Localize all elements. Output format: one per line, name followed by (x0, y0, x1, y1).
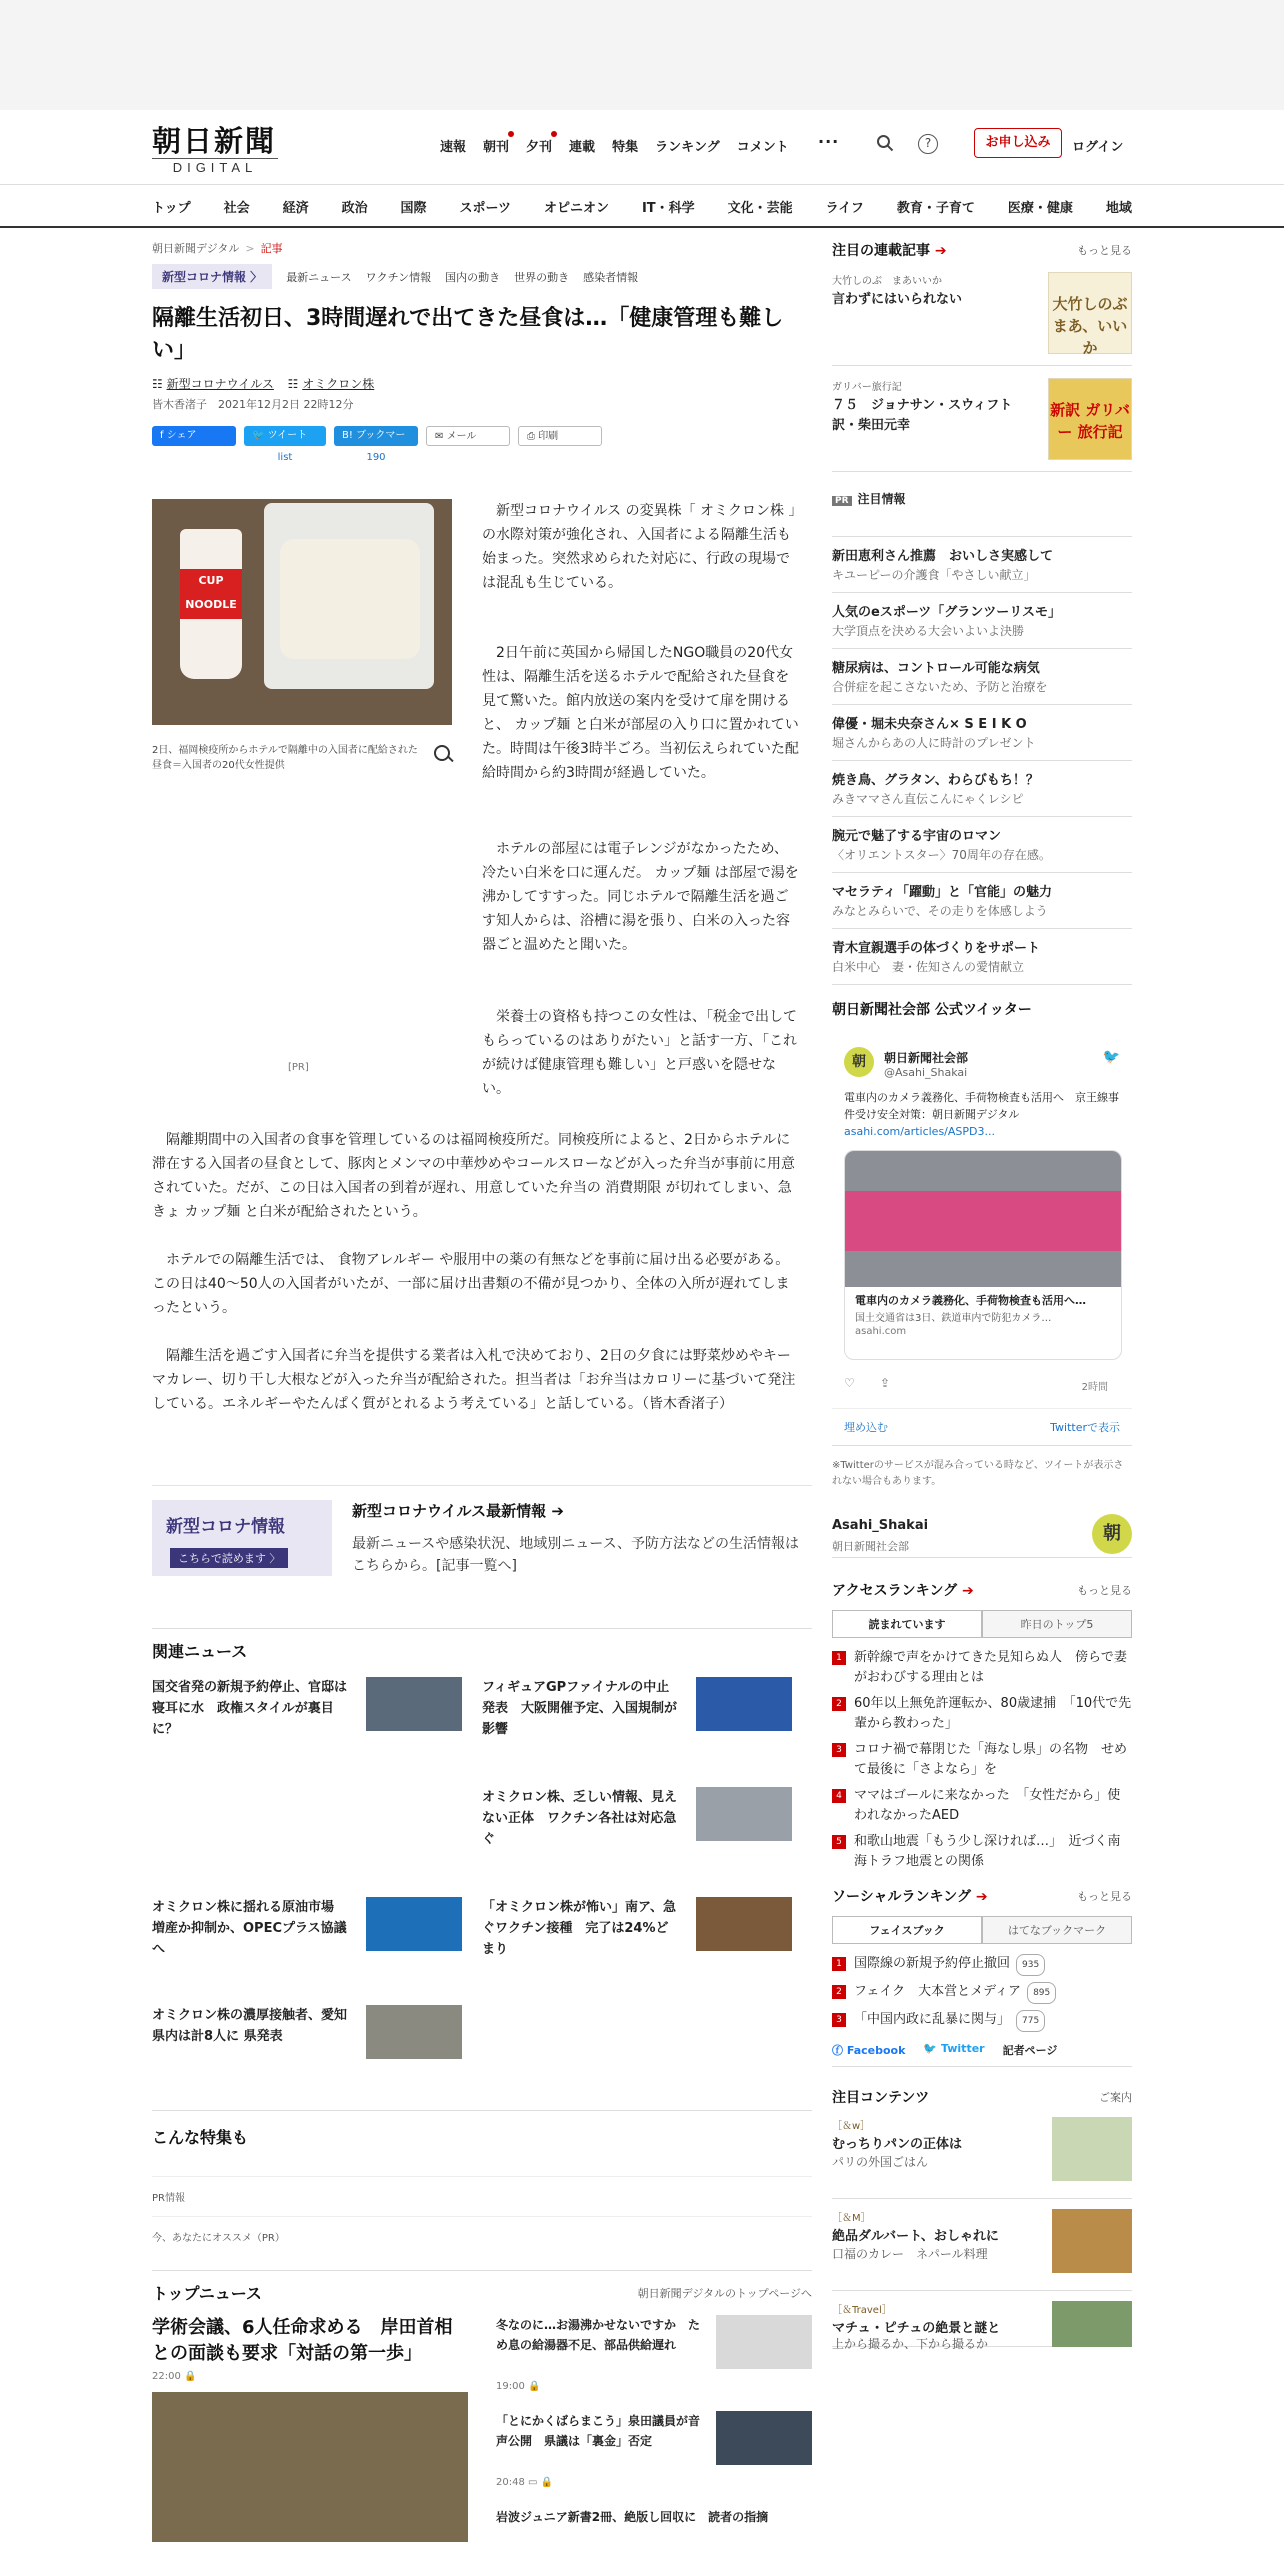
subnav-item[interactable]: 世界の動き (514, 270, 570, 284)
category-item[interactable]: 社会 (223, 201, 250, 216)
featured-thumbnail (1052, 2117, 1132, 2181)
tweet-text: 電車内のカメラ義務化、手荷物検査も活用へ 京王線事件受け安全対策：朝日新聞デジタル asahi.com/articles/ASPD3... (844, 1091, 1119, 1138)
ranking-item[interactable]: 2 60年以上無免許運転か、80歳逮捕 「10代で先輩から教わった」 (832, 1694, 1132, 1734)
facebook-link[interactable]: ⓕ Facebook (832, 2044, 906, 2057)
share-icon[interactable]: ⇪ (880, 1376, 891, 1390)
category-item[interactable]: ライフ (825, 201, 864, 216)
pr-item[interactable]: 青木宣親選手の体づくりをサポート 白米中心 妻・佐知さんの愛情献立 (832, 929, 1132, 985)
arrow-right-icon: ➔ (962, 1583, 974, 1599)
comment-icon: ▭ (528, 2477, 538, 2488)
ranking-item[interactable]: 3 コロナ禍で幕閉じた「海なし県」の名物 せめて最後に「さよなら」を (832, 1740, 1132, 1780)
mail-share-button[interactable]: ✉ メール (426, 426, 510, 446)
facebook-icon: f (160, 430, 167, 441)
category-item[interactable]: オピニオン (543, 201, 609, 216)
social-ranking-list (832, 1954, 1132, 2032)
top-page-link[interactable]: 朝日新聞デジタルのトップページへ (637, 2287, 812, 2300)
nav-morning[interactable]: 朝刊 (483, 136, 509, 155)
hatena-bookmark-button[interactable]: B! ブックマーク 190 (334, 426, 418, 446)
article-paragraph: ホテルの部屋には電子レンジがなかったため、冷たい白米を口に運んだ。 カップ麺 は部屋で湯を沸かしてすすった。同じホテルで隔離生活を過ごす知人からは、浴槽に湯を張り、白米の入った容器ごと温めたと聞いた。 (482, 841, 799, 953)
search-icon[interactable] (876, 134, 894, 152)
topic-tag[interactable]: オミクロン株 (302, 377, 375, 391)
guide-link[interactable]: ご案内 (1099, 2091, 1132, 2104)
subnav-item[interactable]: 最新ニュース (286, 270, 352, 284)
twitter-widget-footer (832, 1408, 1132, 1445)
arrow-right-icon: ➔ (934, 243, 947, 259)
covid-banner-image[interactable]: 新型コロナ情報 こちらで読めます 〉 (152, 1500, 332, 1576)
featured-contents: 注目コンテンツ ご案内 ［＆w］ むっちりパンの正体は パリの外国ごはん ［＆M］ 絶品ダルバート、おしゃれに 口福のカレー ネパール料理 ［＆Travel］ マチュ・ピチュの絶景と謎と 上から撮るか、下から撮るか (832, 2090, 1132, 2351)
covid-banner (152, 1485, 812, 1574)
article-paragraph: 2日午前に英国から帰国したNGO職員の20代女性は、隔離生活を送るホテルで配給された昼食を見て驚いた。館内放送の案内を受けて扉を開けると、 カップ麺 と白米が部屋の入り口に置かれていた。時間は午後3時半ごろ。当初伝えられていた配給時間から約3時間が経過していた。 (482, 645, 799, 781)
timestamp: 20:48 ▭ 🔒 (496, 2477, 554, 2488)
more-link[interactable]: もっと見る (1077, 1584, 1132, 1597)
ranking-item[interactable]: 1 新幹線で声をかけてきた見知らぬ人 傍らで妻がおわびする理由とは (832, 1648, 1132, 1688)
featured-item[interactable]: ［＆Travel］ マチュ・ピチュの絶景と謎と 上から撮るか、下から撮るか (832, 2291, 1132, 2347)
related-news-item[interactable]: 「オミクロン株が怖い」南ア、急ぐワクチン接種 完了は24%どまり (482, 1897, 802, 1967)
hatena-icon: B! (342, 430, 357, 441)
category-item[interactable]: 医療・健康 (1007, 201, 1073, 216)
top-news-item[interactable]: 「とにかくばらまこう」泉田議員が音声公開 県議は「裏金」否定 20:48 ▭ 🔒 (496, 2411, 812, 2497)
pr-item[interactable]: 焼き鳥、グラタン、わらびもち！？ みきママさん直伝こんにゃくレシピ (832, 761, 1132, 817)
twitter-bird-icon: 🐦 (1102, 1049, 1120, 1065)
lock-icon: 🔒 (540, 2477, 554, 2488)
arrow-right-icon: ➔ (975, 1889, 988, 1905)
news-thumbnail (696, 1677, 792, 1731)
pr-section-title: PR 注目情報 (832, 490, 1132, 507)
pr-item[interactable]: 偉優・堀未央奈さん× S E I K O 堀さんからあの人に時計のプレゼント (832, 705, 1132, 761)
timestamp: 19:00 🔒 (496, 2381, 541, 2392)
ad-space (0, 0, 1284, 110)
recommend-row: 今、あなたにオススメ（PR） (152, 2216, 812, 2256)
serial-item[interactable]: 大竹しのぶ まあいいか 言わずにはいられない 大竹しのぶ まあ、いいか (832, 260, 1132, 366)
breadcrumb-current[interactable]: 記事 (260, 242, 283, 255)
news-thumbnail (366, 2005, 462, 2059)
category-item[interactable]: 教育・子育て (896, 201, 975, 216)
topic-tag[interactable]: 新型コロナウイルス (166, 377, 274, 391)
share-buttons (152, 426, 812, 463)
twitter-note: ※Twitterのサービスが混み合っている時など、ツイートが表示されない場合もあります。 (832, 1460, 1124, 1487)
article-paragraph: 隔離生活を過ごす入国者に弁当を提供する業者は入札で決めており、2日の夕食には野菜炒めやキーマカレー、切り干し大根などが入った弁当が配給された。担当者は「お弁当はカロリーに基づいて発注している。エネルギーやたんぱく質がとれるよう考えている」と話している。（皆木香渚子） (152, 1348, 796, 1412)
serial-thumbnail: 新訳 ガリバー 旅行記 (1048, 378, 1132, 460)
nav-evening[interactable]: 夕刊 (526, 136, 552, 155)
article-title: 隔離生活初日、3時間遅れで出てきた昼食は…「健康管理も難しい」 (152, 306, 784, 363)
nav-serial[interactable]: 連載 (569, 140, 596, 155)
twitter-section-title: 朝日新聞社会部 公式ツイッター (832, 1002, 1032, 1018)
breadcrumb-home[interactable]: 朝日新聞デジタル (152, 242, 240, 255)
news-thumbnail (152, 2392, 468, 2542)
header-nav (440, 136, 806, 155)
new-dot (551, 131, 557, 137)
tweet-link-card[interactable]: 電車内のカメラ義務化、手荷物検査も活用へ… 国土交通省は3日、鉄道車内で防犯カメラ… asahi.com (844, 1150, 1122, 1360)
related-news-title: 関連ニュース (152, 1642, 248, 1661)
pr-divider (832, 507, 1132, 537)
article-photo-block (152, 499, 452, 773)
access-ranking: アクセスランキング ➔ もっと見る 読まれています 昨日のトップ5 1 新幹線で声をかけてきた見知らぬ人 傍らで妻がおわびする理由とは 2 60年以上無免許運転か、80歳逮捕 「10代で先輩から教わった」 3 コロナ禍で幕閉じた「海なし県」の名物 せめて最後に「さよなら」を 4 ママはゴールに来なかった 「女性だから」使われなかったAED 5 和歌山地震「もう少し深ければ…」 近づく南海トラフ地震との関係 (832, 1580, 1132, 1872)
avatar[interactable]: 朝 (844, 1047, 874, 1077)
avatar: 朝 (1092, 1514, 1132, 1554)
article-photo[interactable] (152, 499, 452, 725)
related-news-item[interactable]: フィギュアGPファイナルの中止発表 大阪開催予定、入国規制が影響 (482, 1677, 802, 1747)
site-header (0, 110, 1284, 184)
special-features (152, 2110, 812, 2256)
covid-info-tag[interactable]: 新型コロナ情報 〉 (152, 264, 272, 289)
help-icon[interactable]: ? (918, 134, 938, 154)
ranking-item[interactable]: 2 フェイク 大本営とメディア 895 (832, 1982, 1132, 2004)
pr-item[interactable]: 腕元で魅了する宇宙のロマン 〈オリエントスター〉70周年の存在感。 (832, 817, 1132, 873)
category-item[interactable]: スポーツ (459, 201, 512, 216)
news-thumbnail (716, 2411, 812, 2465)
facebook-share-button[interactable]: f シェア (152, 426, 236, 446)
embed-link[interactable]: 埋め込む (844, 1421, 888, 1434)
zoom-icon[interactable] (434, 745, 450, 761)
nav-feature[interactable]: 特集 (612, 140, 639, 155)
ranking-item[interactable]: 3 「中国内政に乱暴に関与」 775 (832, 2010, 1132, 2032)
covid-banner-heading[interactable]: 新型コロナウイルス最新情報 ➔ (352, 1502, 564, 1520)
lock-icon: 🔒 (528, 2381, 541, 2392)
related-news-item[interactable]: オミクロン株に揺れる原油市場 増産か抑制か、OPECプラス協議へ (152, 1897, 472, 1967)
category-nav (0, 184, 1284, 228)
related-news-item[interactable]: 国交省発の新規予約停止、官邸は寝耳に水 政権スタイルが裏目に？ (152, 1677, 472, 1747)
subnav-item[interactable]: 国内の動き (445, 270, 501, 284)
covid-subnav (152, 264, 812, 289)
ranking-item[interactable]: 5 和歌山地震「もう少し深ければ…」 近づく南海トラフ地震との関係 (832, 1832, 1132, 1872)
tab-yesterday-top5[interactable]: 昨日のトップ5 (982, 1610, 1132, 1637)
category-item[interactable]: 文化・芸能 (727, 201, 793, 216)
category-item[interactable]: 国際 (400, 201, 427, 216)
social-ranking: ソーシャルランキング ➔ もっと見る フェイスブック はてなブックマーク 1 国際線の新規予約停止撤回 935 2 フェイク 大本営とメディア 895 3 「中国内政に乱暴に関与」 775 ⓕ Facebook 🐦 Twitter 記者ページ (832, 1886, 1132, 2067)
category-item[interactable]: 政治 (341, 201, 368, 216)
article-paragraph: 新型コロナウイルス の変異株「 オミクロン株 」の水際対策が強化され、入国者による隔離生活も始まった。突然求められた対応に、行政の現場では混乱も生じている。 (482, 503, 796, 591)
view-on-twitter-link[interactable]: Twitterで表示 (1050, 1421, 1120, 1434)
twitter-share-button[interactable]: 🐦 ツイート list (244, 426, 326, 446)
top-news (152, 2270, 812, 2524)
special-features-title: こんな特集も (152, 2128, 249, 2147)
featured-item[interactable]: ［＆w］ むっちりパンの正体は パリの外国ごはん (832, 2107, 1132, 2199)
site-logo[interactable]: 朝日新聞 DIGITAL (152, 124, 277, 175)
category-item[interactable]: IT・科学 (641, 201, 695, 216)
category-item[interactable]: トップ (152, 201, 191, 216)
tweet[interactable] (832, 1035, 1132, 1408)
heart-icon[interactable]: ♡ (844, 1376, 855, 1390)
news-thumbnail (696, 1897, 792, 1951)
related-news-item[interactable]: オミクロン株の濃厚接触者、愛知県内は計8人に 県発表 (152, 2005, 472, 2075)
new-dot (508, 131, 514, 137)
serial-section-title: 注目の連載記事 ➔ もっと見る (832, 243, 1132, 259)
twitter-widget (832, 999, 1132, 1446)
serial-item[interactable]: ガリバー旅行記 ７５ ジョナサン・スウィフト 訳・柴田元幸 新訳 ガリバー 旅行記 (832, 366, 1132, 472)
article-paragraph: 栄養士の資格も持つこの女性は、「税金で出してもらっているのはありがたい」と話す一方、「これが続けば健康管理も難しい」と戸惑いを隠せない。 (482, 1009, 797, 1097)
ranking-item[interactable]: 1 国際線の新規予約停止撤回 935 (832, 1954, 1132, 1976)
related-news (152, 1628, 812, 2044)
pr-info-row: PR情報 (152, 2176, 812, 2216)
tab-most-read[interactable]: 読まれています (832, 1610, 982, 1637)
social-ranking-tabs (832, 1916, 1132, 1944)
access-ranking-tabs (832, 1610, 1132, 1638)
nav-comment[interactable]: コメント (736, 140, 789, 155)
featured-thumbnail (1052, 2301, 1132, 2347)
breadcrumb: 朝日新聞デジタル > 記事 (152, 242, 283, 255)
featured-thumbnail (1052, 2209, 1132, 2273)
category-item[interactable]: 経済 (282, 201, 309, 216)
tweet-card-image (845, 1151, 1122, 1287)
sidebar (832, 240, 1132, 2351)
article-main (152, 240, 812, 2524)
top-news-item[interactable]: 冬なのに…お湯沸かせないですか ため息の給湯器不足、部品供給遅れ 19:00 🔒 (496, 2315, 812, 2401)
twitter-link[interactable]: 🐦 Twitter (923, 2042, 985, 2055)
more-menu-icon[interactable]: ··· (818, 132, 840, 151)
pr-label: [PR] (288, 1062, 309, 1073)
tweet-author-name[interactable]: 朝日新聞社会部 (884, 1051, 969, 1065)
serial-thumbnail: 大竹しのぶ まあ、いいか (1048, 272, 1132, 354)
rice-shape (280, 539, 420, 659)
print-icon: ⎙ (527, 431, 539, 442)
tweet-author-handle[interactable]: @Asahi_Shakai (884, 1066, 968, 1079)
tab-hatena[interactable]: はてなブックマーク (982, 1916, 1132, 1943)
related-news-item[interactable]: オミクロン株、乏しい情報、見えない正体 ワクチン各社は対応急ぐ (482, 1787, 802, 1857)
byline: 皆木香渚子 2021年12月2日 22時12分 (152, 398, 354, 411)
timestamp: 22:00 🔒 (152, 2371, 197, 2382)
pr-item[interactable]: 糖尿病は、コントロール可能な病気 合併症を起こさないため、予防と治療を (832, 649, 1132, 705)
lock-icon: 🔒 (184, 2371, 197, 2382)
access-ranking-list (832, 1648, 1132, 1872)
tweet-time[interactable]: 2時間 (1081, 1382, 1108, 1393)
photo-caption: 2日、福岡検疫所からホテルで隔離中の入国者に配給された昼食＝入国者の20代女性提供 (152, 745, 418, 771)
twitter-account[interactable]: Asahi_Shakai 朝日新聞社会部 朝 (832, 1498, 1132, 1558)
featured-item[interactable]: ［＆M］ 絶品ダルバート、おしゃれに 口福のカレー ネパール料理 (832, 2199, 1132, 2291)
top-news-lead[interactable]: 学術会議、6人任命求める 岸田首相との面談も要求「対話の第一歩」 22:00 🔒 (152, 2315, 468, 2542)
pr-item[interactable]: 人気のeスポーツ「グランツーリスモ」 大学頂点を決める大会いよいよ決勝 (832, 593, 1132, 649)
pr-item[interactable]: 新田恵利さん推薦 おいしさ実感して キユーピーの介護食「やさしい献立」 (832, 537, 1132, 593)
news-thumbnail (366, 1677, 462, 1731)
mail-icon: ✉ (435, 431, 447, 442)
login-button[interactable]: ログイン (1072, 140, 1124, 155)
print-button[interactable]: ⎙ 印刷 (518, 426, 602, 446)
category-item[interactable]: 地域 (1105, 201, 1132, 216)
nav-ranking[interactable]: ランキング (655, 140, 720, 155)
ranking-item[interactable]: 4 ママはゴールに来なかった 「女性だから」使われなかったAED (832, 1786, 1132, 1826)
social-links (832, 2042, 1132, 2067)
pr-item[interactable]: マセラティ「躍動」と「官能」の魅力 みなとみらいで、その走りを体感しよう (832, 873, 1132, 929)
reporter-page-link[interactable]: 記者ページ (1002, 2044, 1058, 2057)
article-paragraph: 隔離期間中の入国者の食事を管理しているのは福岡検疫所だ。同検疫所によると、2日からホテルに滞在する入国者の昼食として、豚肉とメンマの中華炒めやコールスローなどが入った弁当が事前に用意されていた。だが、この日は入国者の到着が遅れ、用意していた弁当の 消費期限 が切れてしまい、急きょ カップ麺 と白米が配給されたという。 (152, 1132, 796, 1220)
subnav-item[interactable]: ワクチン情報 (365, 270, 432, 284)
top-news-title: トップニュース (152, 2284, 262, 2303)
nav-breaking[interactable]: 速報 (440, 140, 467, 155)
covid-banner-body[interactable]: 最新ニュースや感染状況、地域別ニュース、予防方法などの生活情報はこちらから。[記事一覧へ] (352, 1536, 800, 1574)
subscribe-button[interactable]: お申し込み (974, 128, 1062, 158)
top-news-item[interactable]: 岩波ジュニア新書2冊、絶版し回収に 読者の指摘 (496, 2510, 769, 2524)
tweet-actions (844, 1368, 1120, 1404)
more-link[interactable]: もっと見る (1077, 244, 1132, 257)
article-paragraph: ホテルでの隔離生活では、 食物アレルギー や服用中の薬の有無などを事前に届け出る必要がある。この日は40～50人の入国者がいたが、一部に届け出書類の不備が見つかり、全体の入所が遅れてしまったという。 (152, 1252, 790, 1316)
covid-banner-text (352, 1500, 812, 1577)
topic-tags: ☷ 新型コロナウイルス ☷ オミクロン株 (152, 377, 375, 391)
cup-noodle-shape: CUP NOODLE (180, 529, 242, 679)
subnav-item[interactable]: 感染者情報 (583, 270, 639, 284)
news-thumbnail (366, 1897, 462, 1951)
tab-facebook[interactable]: フェイスブック (832, 1916, 982, 1943)
more-link[interactable]: もっと見る (1077, 1890, 1132, 1903)
twitter-icon: 🐦 (252, 430, 268, 441)
tweet-link[interactable]: asahi.com/articles/ASPD3... (844, 1125, 995, 1138)
news-thumbnail (716, 2315, 812, 2369)
news-thumbnail (696, 1787, 792, 1841)
